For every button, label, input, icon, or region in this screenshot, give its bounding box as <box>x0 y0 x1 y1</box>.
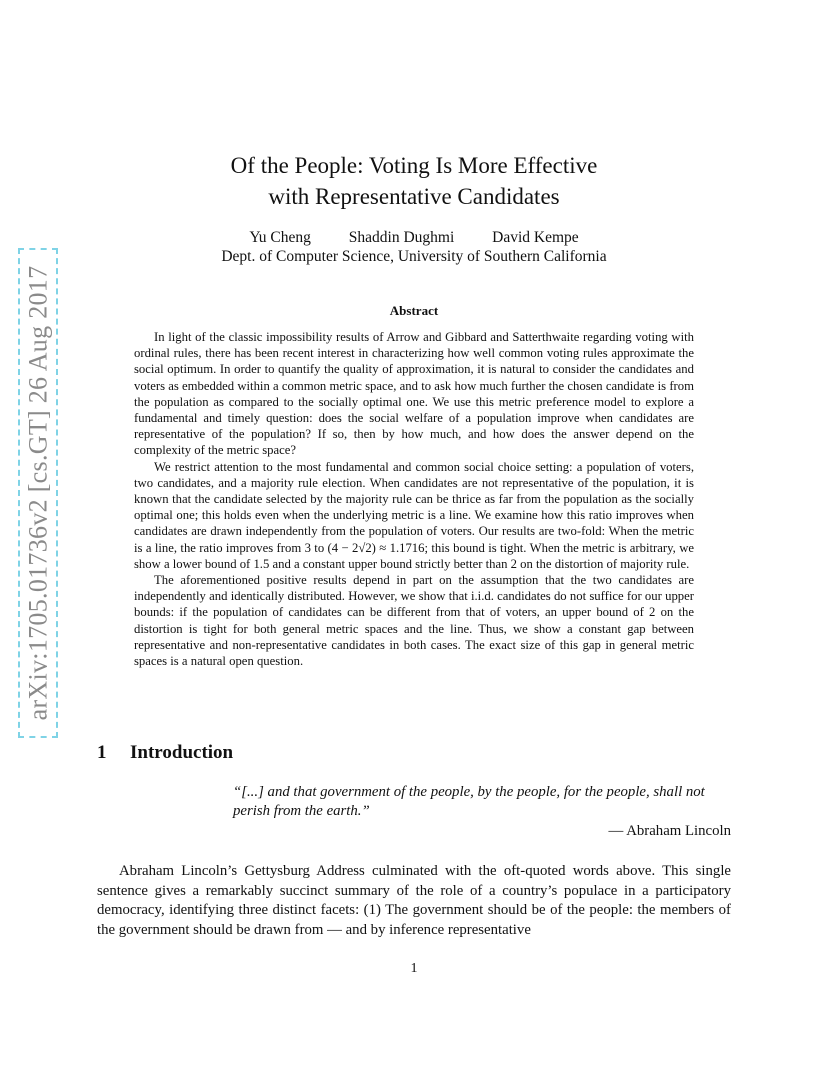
arxiv-identifier-stamp <box>18 248 58 738</box>
abstract-paragraph: The aforementioned positive results depend in part on the assumption that the two candidates are independently and identically distributed. However, we show that i.i.d. candidates do not suffice for our upper bounds: if the population of candidates can be different from that of voters, an upper bound of 2 on the distortion is tight for both general metric spaces and the line. Thus, we show a constant gap between representative and non-representative candidates in both cases. The exact size of this gap in general metric spaces is a natural open question. <box>134 573 694 669</box>
section-number: 1 <box>97 742 107 763</box>
title-line-1: Of the People: Voting Is More Effective <box>230 153 598 178</box>
section-heading <box>97 742 233 764</box>
author-name: David Kempe <box>492 229 579 246</box>
paper-title <box>0 150 828 212</box>
author-affiliation: Dept. of Computer Science, University of Southern California <box>221 248 607 265</box>
body-text <box>97 862 731 940</box>
title-line-2: with Representative Candidates <box>268 184 560 209</box>
author-name: Yu Cheng <box>249 229 311 246</box>
author-names <box>0 228 828 247</box>
epigraph-attribution: — Abraham Lincoln <box>608 823 731 839</box>
abstract-paragraph: We restrict attention to the most fundamental and common social choice setting: a population of voters, two candidates, and a majority rule election. When candidates are not representative of the population, it is known that the candidate selected by the majority rule can be thrice as far from the population as the socially optimal one; this holds even when the underlying metric is a line. We examine how this ratio improves when candidates are drawn independently from the population of voters. Our results are two-fold: When the metric is a line, the ratio improves from 3 to (4 − 2√2) ≈ 1.1716; this bound is tight. When the metric is arbitrary, we show a lower bound of 1.5 and a constant upper bound strictly better than 2 on the distortion of majority rule. <box>134 459 694 571</box>
section-title: Introduction <box>130 742 234 763</box>
epigraph-quote: “[...] and that government of the people, by the people, for the people, shall not perish from the earth.” <box>233 784 705 819</box>
page-number: 1 <box>410 961 418 976</box>
author-block <box>0 228 828 266</box>
abstract-heading: Abstract <box>389 303 439 318</box>
author-name: Shaddin Dughmi <box>348 229 455 246</box>
abstract-paragraph: In light of the classic impossibility results of Arrow and Gibbard and Satterthwaite regarding voting with ordinal rules, there has been recent interest in characterizing how well common voting rules approximate the social optimum. In order to quantify the quality of approximation, it is natural to consider the candidates and voters as embedded within a common metric space, and to ask how much further the chosen candidate is from the population as compared to the socially optimal one. We use this metric preference model to explore a fundamental and timely question: does the social welfare of a population improve when candidates are representative of the population? If so, then by how much, and how does the answer depend on the complexity of the metric space? <box>134 330 694 458</box>
body-paragraph: Abraham Lincoln’s Gettysburg Address culminated with the oft-quoted words above. This single sentence gives a remarkably succinct summary of the role of a country’s populace in a participatory democracy, identifying three distinct facets: (1) The government should be of the people: the members of the government should be drawn from — and by inference representative <box>97 863 731 938</box>
abstract-body <box>134 329 694 669</box>
arxiv-id-text: arXiv:1705.01736v2 [cs.GT] 26 Aug 2017 <box>23 265 53 721</box>
